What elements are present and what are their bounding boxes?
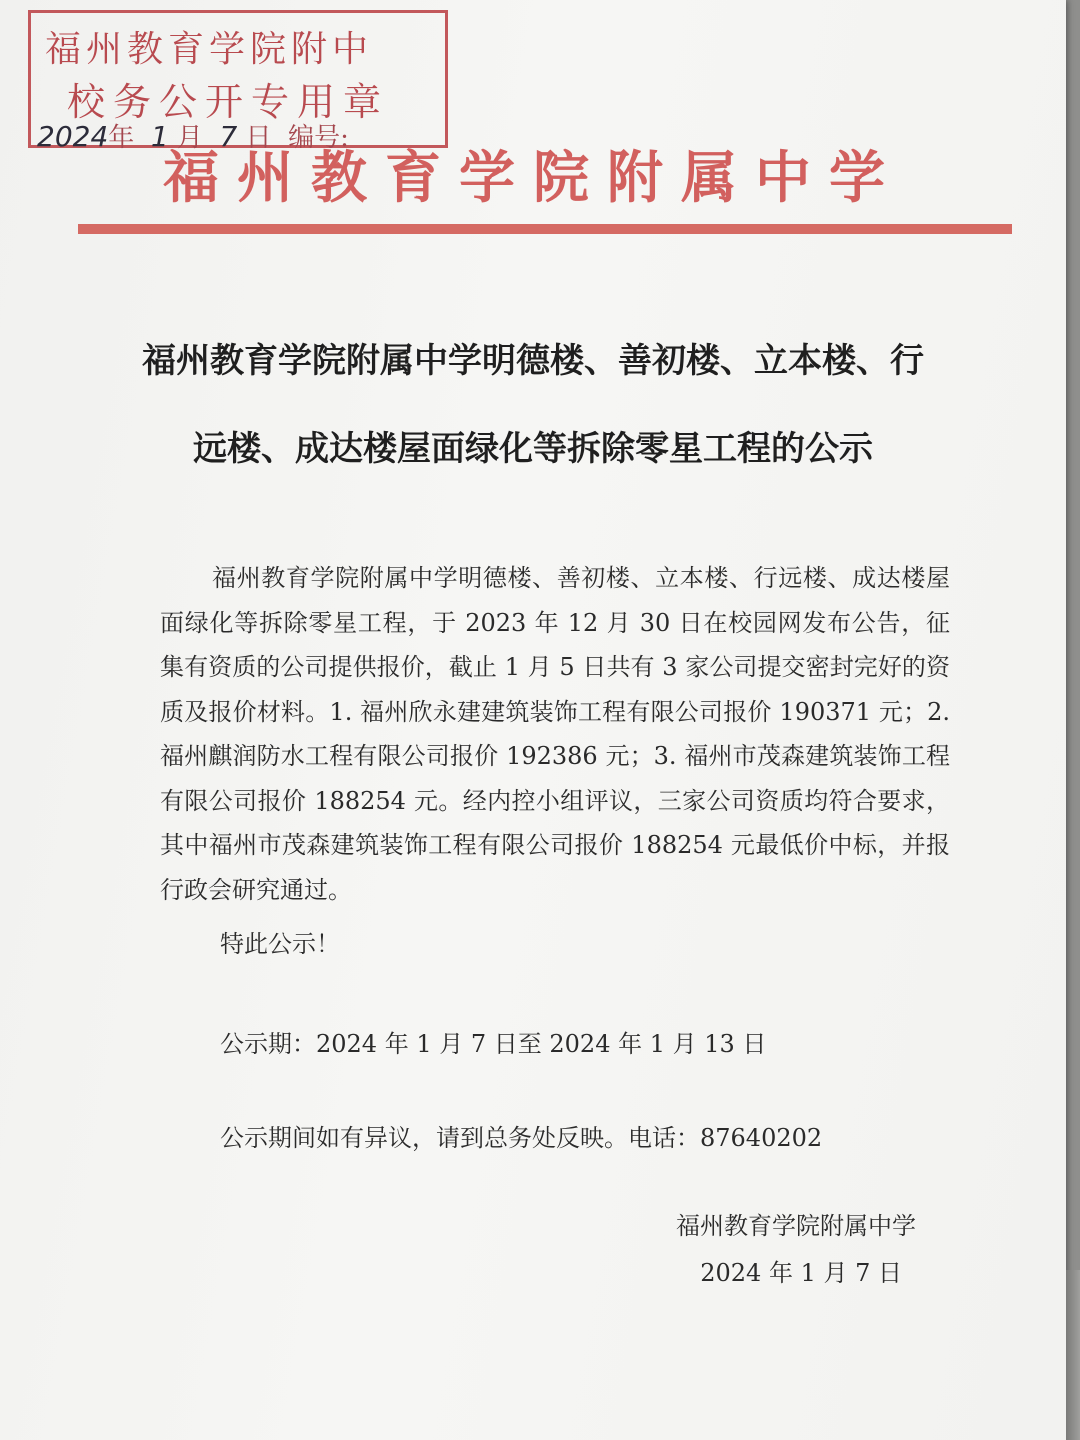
year-char: 年 (108, 123, 135, 153)
handwritten-day: 7 (219, 120, 238, 153)
notice-title-line-1: 福州教育学院附属中学明德楼、善初楼、立本楼、行 (142, 341, 924, 381)
signature-date: 2024 年 1 月 7 日 (700, 1259, 902, 1287)
official-stamp (28, 10, 448, 153)
handwritten-month: 1 (150, 120, 169, 153)
month-char: 月 (176, 123, 203, 153)
day-char: 日 (245, 123, 272, 153)
stamp-line-1: 福州教育学院附中 (45, 29, 374, 70)
number-label: 编号: (288, 123, 349, 153)
handwritten-year: 2024 (37, 120, 109, 153)
notice-title-line-2: 远楼、成达楼屋面绿化等拆除零星工程的公示 (193, 429, 873, 469)
signature: 福州教育学院附属中学 (676, 1212, 916, 1240)
stamp-line-2: 校务公开专用章 (67, 80, 390, 124)
background-shadow (1066, 1270, 1080, 1440)
school-masthead: 福州教育学院附属中学 (163, 145, 903, 211)
notice-body: 福州教育学院附属中学明德楼、善初楼、立本楼、行远楼、成达楼屋面绿化等拆除零星工程，于 2023 年 12 月 30 日在校园网发布公告，征集有资质的公司提供报价，截止 1 月 5 日共有 3 家公司提交密封完好的资质及报价材料。1. 福州欣永建建筑装饰工程有限公司报价 190371 元；2. 福州麒润防水工程有限公司报价 192386 元；3. 福州市茂森建筑装饰工程有限公司报价 188254 元。经内控小组评议，三家公司资质均符合要求，其中福州市茂森建筑装饰工程有限公司报价 188254 元最低价中标，并报行政会研究通过。 (160, 564, 950, 904)
notice-period: 公示期：2024 年 1 月 7 日至 2024 年 1 月 13 日 (220, 1030, 767, 1058)
closing-statement: 特此公示！ (220, 930, 340, 958)
red-rule (78, 224, 1012, 234)
objection-contact: 公示期间如有异议，请到总务处反映。电话：87640202 (220, 1124, 823, 1152)
